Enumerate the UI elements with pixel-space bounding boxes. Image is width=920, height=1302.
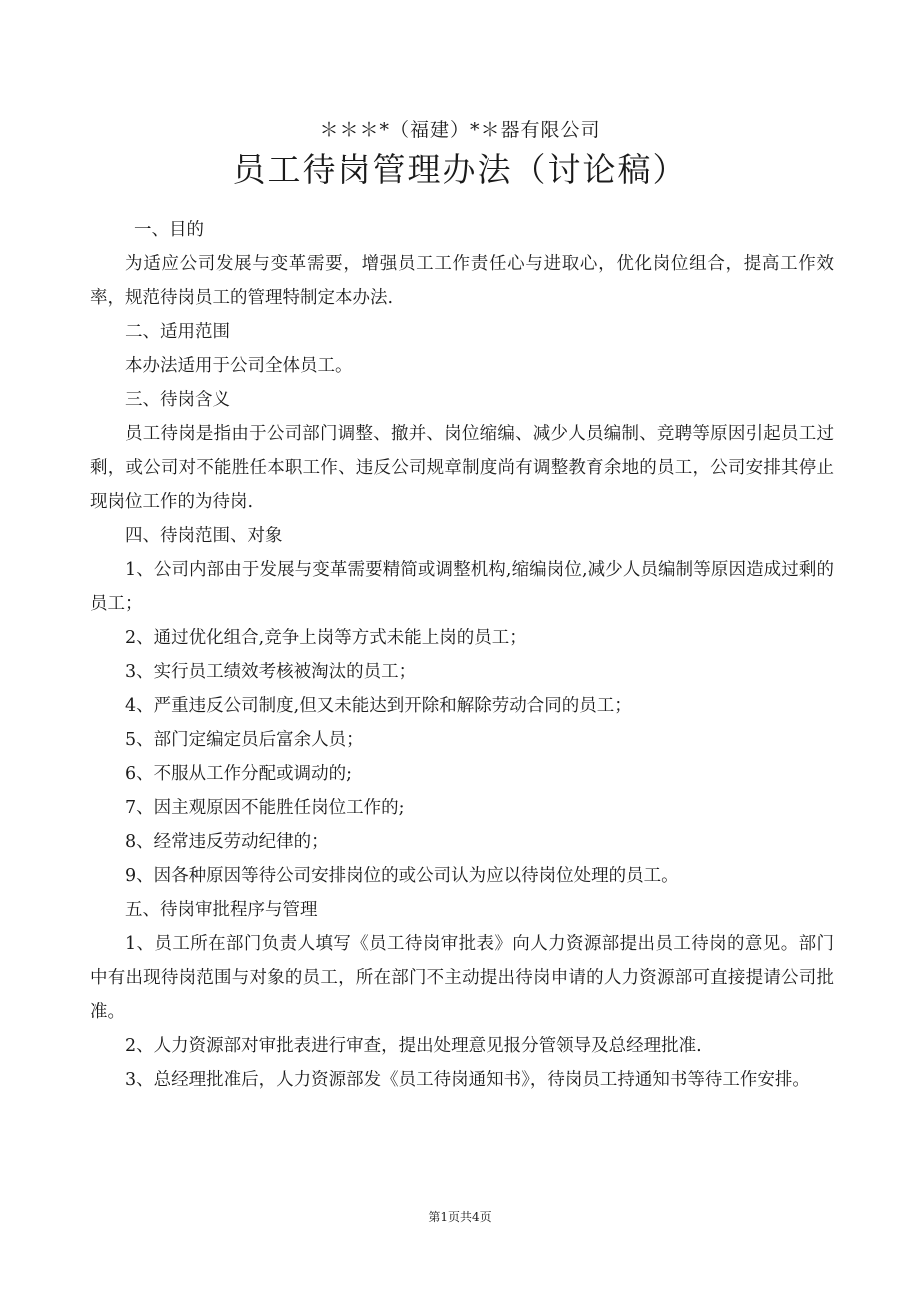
paragraph-scope: 本办法适用于公司全体员工。 (125, 356, 353, 376)
list-item: 1、公司内部由于发展与变革需要精简或调整机构,缩编岗位,减少人员编制等原因造成过剩的员工； (90, 560, 834, 614)
list-item: 2、通过优化组合,竞争上岗等方式未能上岗的员工； (125, 628, 527, 648)
list-item: 7、因主观原因不能胜任岗位工作的; (125, 798, 405, 818)
section-heading-targets: 四、待岗范围、对象 (125, 526, 283, 546)
list-item: 8、经常违反劳动纪律的； (125, 832, 329, 852)
company-name: ＊＊＊*（福建）*＊器有限公司 (319, 119, 601, 141)
document-body (90, 213, 834, 1097)
section-heading-definition: 三、待岗含义 (125, 390, 230, 410)
list-item: 3、实行员工绩效考核被淘汰的员工； (125, 662, 417, 682)
page-number: 第1页共4页 (428, 1210, 492, 1224)
list-item: 5、部门定编定员后富余人员； (125, 730, 364, 750)
paragraph-purpose: 为适应公司发展与变革需要，增强员工工作责任心与进取心，优化岗位组合，提高工作效率，规范待岗员工的管理特制定本办法. (90, 254, 834, 308)
section-heading-procedure: 五、待岗审批程序与管理 (125, 900, 318, 920)
document-title: 员工待岗管理办法（讨论稿） (232, 150, 688, 189)
paragraph-definition: 员工待岗是指由于公司部门调整、撤并、岗位缩编、减少人员编制、竞聘等原因引起员工过剩，或公司对不能胜任本职工作、违反公司规章制度尚有调整教育余地的员工，公司安排其停止现岗位工作的为待岗. (90, 424, 834, 512)
section-heading-scope: 二、适用范围 (125, 322, 230, 342)
list-item: 6、不服从工作分配或调动的; (125, 764, 353, 784)
list-item: 2、人力资源部对审批表进行审查，提出处理意见报分管领导及总经理批准. (125, 1036, 702, 1056)
list-item: 9、因各种原因等待公司安排岗位的或公司认为应以待岗位处理的员工。 (125, 866, 679, 886)
section-heading-purpose: 一、目的 (134, 220, 204, 240)
list-item: 4、严重违反公司制度,但又未能达到开除和解除劳动合同的员工； (125, 696, 632, 716)
list-item: 1、员工所在部门负责人填写《员工待岗审批表》向人力资源部提出员工待岗的意见。部门中有出现待岗范围与对象的员工，所在部门不主动提出待岗申请的人力资源部可直接提请公司批准。 (90, 934, 834, 1022)
list-item: 3、总经理批准后，人力资源部发《员工待岗通知书》，待岗员工持通知书等待工作安排。 (125, 1070, 810, 1090)
